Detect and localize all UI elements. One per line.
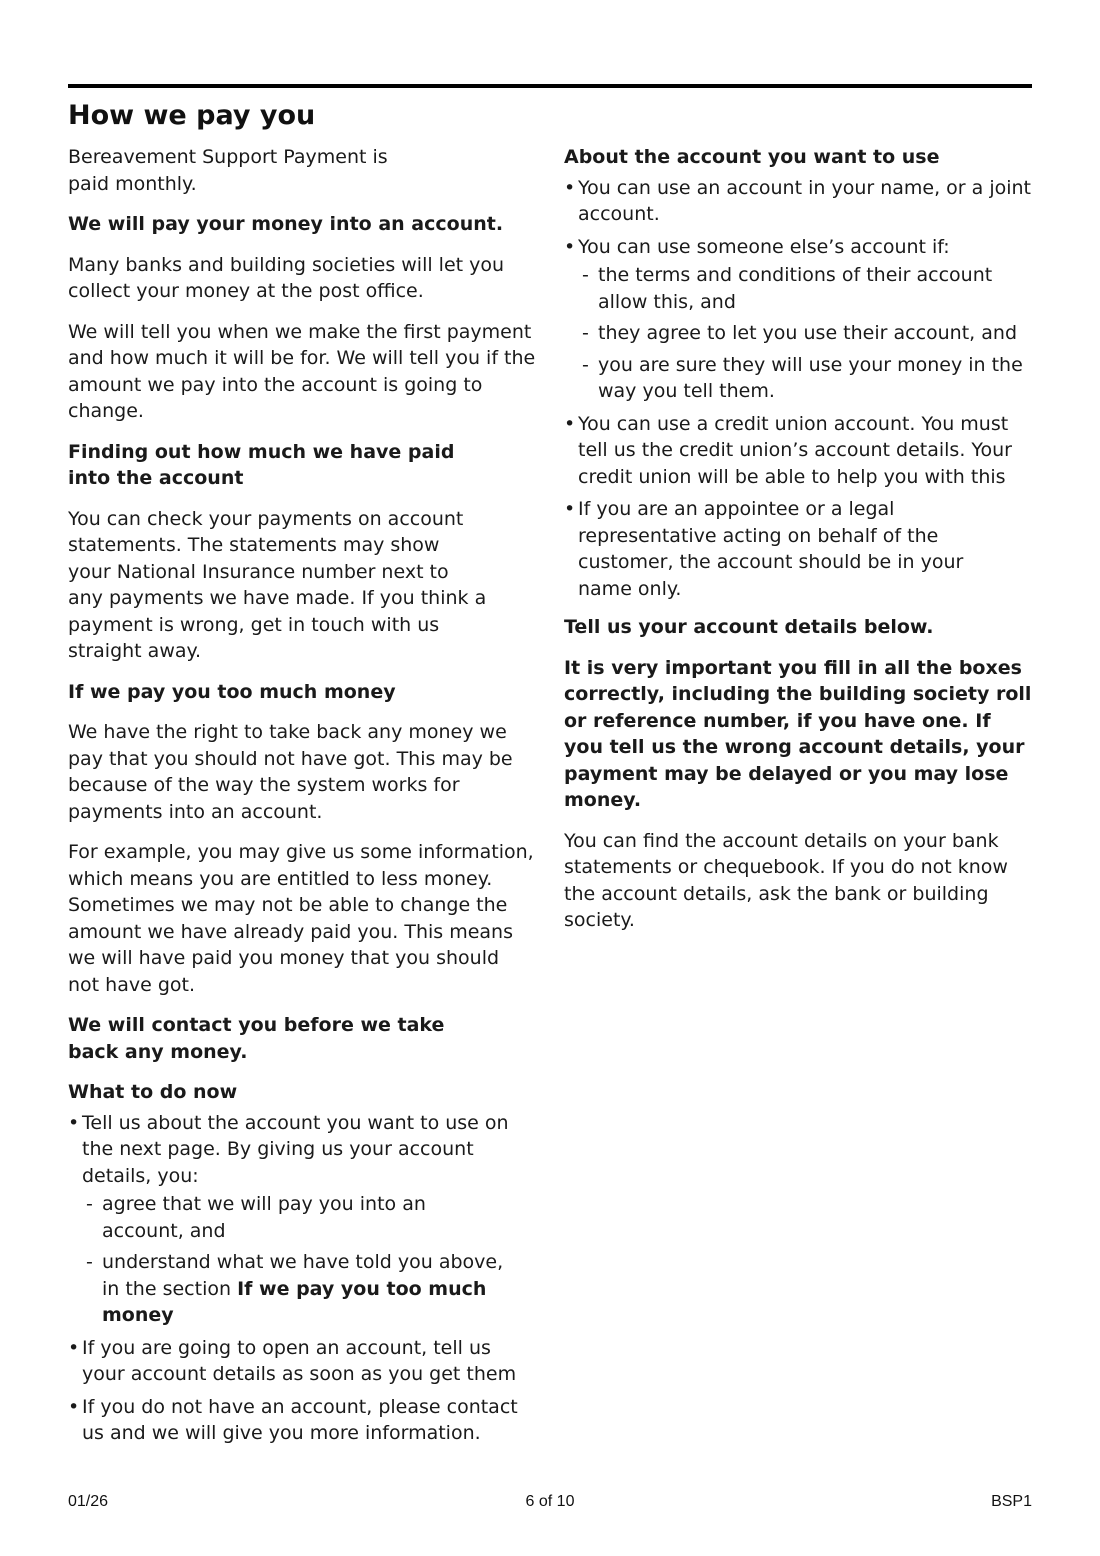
list-item <box>82 1249 522 1329</box>
about-bullet-2: You can use someone else’s account if: <box>578 235 950 258</box>
list-item: • If you do not have an account, please contact us and we will give you more information. <box>68 1394 536 1447</box>
top-rule <box>68 84 1032 88</box>
find-details-text: You can find the account details on your bank statements or chequebook. If you do not know the account details, ask the bank or building society. <box>564 829 1008 931</box>
important-notice: It is very important you fill in all the boxes correctly, including the building society roll or reference number, if you have one. If you tell us the wrong account details, your payment may be delayed or you may lose money. <box>564 656 1032 811</box>
account-statement: We will pay your money into an account. <box>68 213 504 235</box>
list-item: - they agree to let you use their account, and <box>578 320 1034 347</box>
right-column <box>564 144 1034 948</box>
list-item: • If you are an appointee or a legal representative acting on behalf of the customer, the account should be in your name only. <box>564 496 998 602</box>
intro-text: Bereavement Support Payment is paid monthly. <box>68 146 388 195</box>
list-item: • If you are going to open an account, tell us your account details as soon as you get them <box>68 1335 536 1388</box>
list-item <box>564 234 1034 405</box>
list-item: • You can use an account in your name, or a joint account. <box>564 175 1034 228</box>
tell-us-heading: Tell us your account details below. <box>564 616 934 638</box>
finding-heading: Finding out how much we have paid into the account <box>68 440 455 489</box>
footer-form-code: BSP1 <box>991 1493 1032 1510</box>
about-heading: About the account you want to use <box>564 146 940 168</box>
list-item: - the terms and conditions of their account allow this, and <box>578 262 1034 315</box>
list-item: - agree that we will pay you into an account, and <box>82 1191 442 1244</box>
footer-page-number: 6 of 10 <box>525 1493 575 1510</box>
first-payment-text: We will tell you when we make the first payment and how much it will be for. We will tell you if the amount we pay into the account is going to change. <box>68 320 536 422</box>
what-bullet-1: Tell us about the account you want to use on the next page. By giving us your account details, you: <box>82 1111 509 1187</box>
list-item: - you are sure they will use your money in the way you tell them. <box>578 352 1034 405</box>
list-item <box>68 1110 536 1329</box>
what-sub-2-text: understand what we have told you above, in the section <box>102 1251 504 1300</box>
what-to-do-list <box>68 1110 536 1447</box>
page-title: How we pay you <box>68 100 316 131</box>
what-sub-list <box>82 1191 536 1329</box>
about-list <box>564 175 1034 603</box>
list-item: • You can use a credit union account. You must tell us the credit union’s account details. Your credit union will be able to help you with this <box>564 411 1034 491</box>
about-sub-list <box>578 262 1034 405</box>
finding-text: You can check your payments on account statements. The statements may show your National Insurance number next to any payments we have made. If you think a payment is wrong, get in touch with us straight away. <box>68 507 487 662</box>
overpay-heading: If we pay you too much money <box>68 680 396 703</box>
contact-statement: We will contact you before we take back any money. <box>68 1014 445 1063</box>
left-column <box>68 144 536 1459</box>
post-office-text: Many banks and building societies will let you collect your money at the post office. <box>68 253 505 302</box>
what-sub-2-bold: If we pay you too much money <box>102 1277 487 1326</box>
footer-date: 01/26 <box>68 1493 109 1510</box>
overpay-text-2: For example, you may give us some information, which means you are entitled to less money. Sometimes we may not be able to change the amount we have already paid you. This means we will have paid you money that you should not have got. <box>68 841 534 996</box>
overpay-text-1: We have the right to take back any money we pay that you should not have got. This may be because of the way the system works for payments into an account. <box>68 721 513 823</box>
what-to-do-heading: What to do now <box>68 1081 238 1103</box>
